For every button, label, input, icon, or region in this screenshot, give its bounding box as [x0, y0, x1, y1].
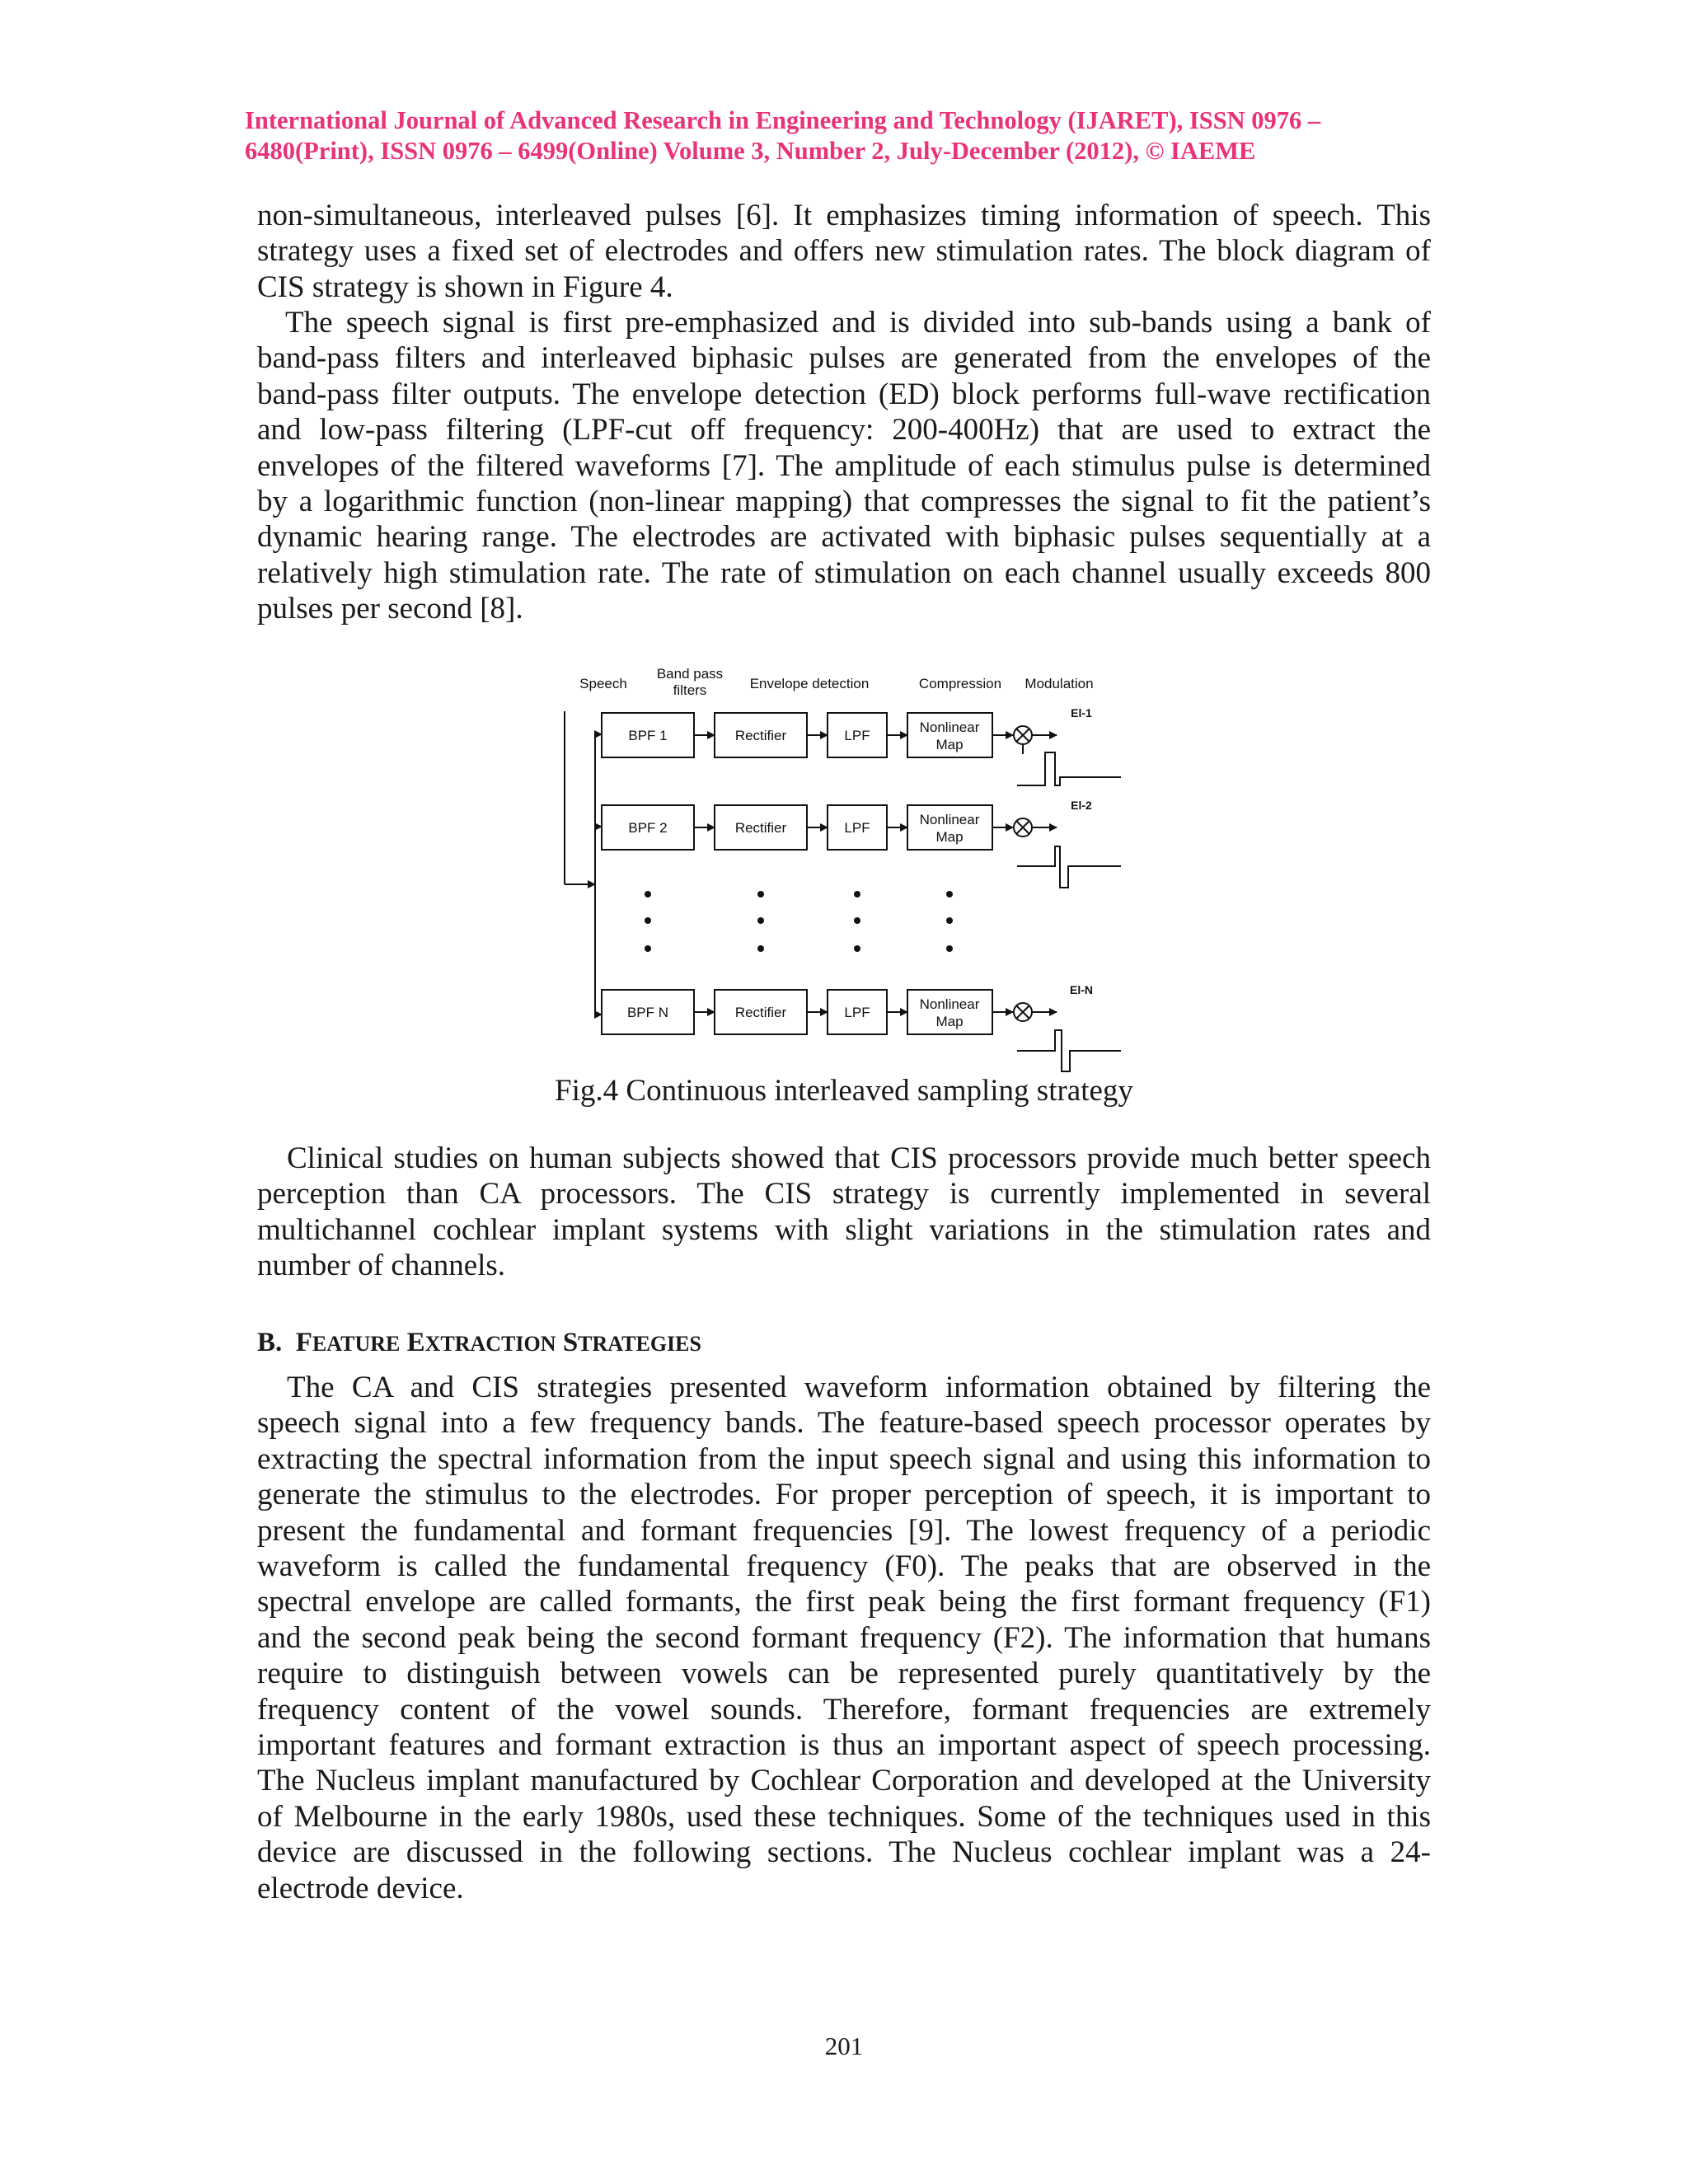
map-label-2: Map — [935, 1014, 964, 1029]
paragraph-line: spectral envelope are called formants, the first peak being the first formant frequency (F1) — [257, 1585, 1431, 1619]
biphasic-pulse-icon — [1017, 846, 1121, 888]
paragraph-line: important features and formant extraction is thus an important aspect of speech processing. — [257, 1728, 1431, 1763]
map-label-2: Map — [935, 737, 964, 752]
rectifier-label: Rectifier — [734, 820, 787, 836]
paragraph-line: extracting the spectral information from the input speech signal and using this information to — [257, 1441, 1431, 1476]
paragraph-line: pulses per second [8]. — [257, 592, 523, 626]
paragraph-line: of Melbourne in the early 1980s, used these techniques. Some of the techniques used in this — [257, 1799, 1431, 1834]
map-label-1: Nonlinear — [919, 996, 980, 1012]
paragraph-line: non-simultaneous, interleaved pulses [6]. It emphasizes timing information of speech. This — [257, 199, 1431, 232]
paragraph-line: and low-pass filtering (LPF-cut off frequency: 200-400Hz) that are used to extract the — [257, 413, 1431, 448]
electrode-label: El-1 — [1071, 706, 1092, 719]
bpf-label: BPF 2 — [628, 820, 668, 836]
lpf-label: LPF — [844, 1005, 870, 1020]
paragraph-line: band-pass filters and interleaved biphasic pulses are generated from the envelopes of the — [257, 341, 1431, 376]
paragraph-line: The speech signal is first pre-emphasized and is divided into sub-bands using a bank of — [285, 306, 1431, 340]
biphasic-pulse-icon — [1017, 752, 1121, 785]
paragraph-line: band-pass filter outputs. The envelope detection (ED) block performs full-wave rectification — [257, 377, 1431, 411]
journal-header-line-2: 6480(Print), ISSN 0976 – 6499(Online) Volume 3, Number 2, July-December (2012), © IAEME — [245, 137, 1256, 165]
lpf-label: LPF — [844, 728, 870, 743]
paragraph-line: multichannel cochlear implant systems with slight variations in the stimulation rates and — [257, 1212, 1431, 1247]
map-label-2: Map — [935, 829, 964, 845]
paragraph-line: The CA and CIS strategies presented waveform information obtained by filtering the — [287, 1371, 1431, 1404]
channel-row-n — [602, 983, 1121, 1071]
bpf-label: BPF 1 — [628, 728, 668, 743]
paragraph-line: generate the stimulus to the electrodes. For proper perception of speech, it is important to — [257, 1478, 1431, 1512]
col-label-compression: Compression — [918, 676, 1002, 691]
biphasic-pulse-icon — [1017, 1030, 1121, 1071]
paragraph-line: The Nucleus implant manufactured by Cochlear Corporation and developed at the University — [257, 1764, 1431, 1798]
col-label-envelope: Envelope detection — [749, 676, 870, 691]
paragraph-line: electrode device. — [257, 1871, 464, 1905]
rectifier-label: Rectifier — [734, 728, 787, 743]
paragraph-line: perception than CA processors. The CIS strategy is currently implemented in several — [257, 1177, 1431, 1212]
section-heading: B. FEATURE EXTRACTION STRATEGIES — [257, 1328, 701, 1357]
section-number: B. — [257, 1328, 283, 1357]
col-label-speech: Speech — [579, 676, 627, 691]
paragraph-line: by a logarithmic function (non-linear mapping) that compresses the signal to fit the patient’s — [257, 485, 1431, 519]
map-label-1: Nonlinear — [919, 812, 980, 827]
paragraph-line: device are discussed in the following sections. The Nucleus cochlear implant was a 24- — [257, 1835, 1431, 1870]
paragraph-line: and the second peak being the second formant frequency (F2). The information that humans — [257, 1620, 1431, 1655]
paragraph-line: waveform is called the fundamental frequency (F0). The peaks that are observed in the — [257, 1549, 1431, 1584]
map-label-1: Nonlinear — [919, 719, 980, 735]
col-label-modulation: Modulation — [1025, 676, 1094, 691]
ellipsis-dots — [645, 891, 953, 952]
paragraph-4 — [257, 1370, 1431, 1906]
bpf-label: BPF N — [626, 1005, 669, 1020]
paragraph-line: frequency content of the vowel sounds. Therefore, formant frequencies are extremely — [257, 1692, 1431, 1727]
paragraph-1 — [257, 198, 1431, 305]
paragraph-line: present the fundamental and formant frequencies [9]. The lowest frequency of a periodic — [257, 1513, 1431, 1548]
channel-row-2 — [602, 799, 1121, 888]
paragraph-2 — [257, 305, 1431, 627]
page-number: 201 — [824, 2032, 864, 2060]
paragraph-line: Clinical studies on human subjects showed that CIS processors provide much better speech — [287, 1141, 1431, 1175]
paragraph-line: relatively high stimulation rate. The rate of stimulation on each channel usually exceeds 800 — [257, 555, 1431, 590]
paragraph-3 — [257, 1141, 1431, 1284]
paragraph-line: dynamic hearing range. The electrodes are activated with biphasic pulses sequentially at a — [257, 520, 1431, 555]
lpf-label: LPF — [844, 820, 870, 836]
journal-header — [245, 105, 1430, 166]
rectifier-label: Rectifier — [734, 1005, 787, 1020]
paragraph-line: CIS strategy is shown in Figure 4. — [257, 269, 673, 304]
electrode-label: El-N — [1070, 983, 1093, 996]
journal-header-line-1: International Journal of Advanced Research in Engineering and Technology (IJARET), ISSN 0976 – — [245, 106, 1321, 134]
paragraph-line: strategy uses a fixed set of electrodes and offers new stimulation rates. The block diagram of — [257, 234, 1431, 269]
cis-block-diagram — [544, 655, 1137, 1084]
col-label-bandpass-1: Band pass — [656, 666, 724, 682]
electrode-label: El-2 — [1071, 799, 1092, 812]
channel-row-1 — [602, 706, 1121, 785]
figure-caption: Fig.4 Continuous interleaved sampling strategy — [555, 1074, 1133, 1108]
col-label-bandpass-2: filters — [673, 682, 707, 698]
paragraph-line: speech signal into a few frequency bands. The feature-based speech processor operates by — [257, 1406, 1431, 1441]
paragraph-line: envelopes of the filtered waveforms [7]. The amplitude of each stimulus pulse is determined — [257, 448, 1431, 483]
cis-diagram-svg — [544, 655, 1137, 1084]
paragraph-line: require to distinguish between vowels can be represented purely quantitatively by the — [257, 1657, 1431, 1691]
paragraph-line: number of channels. — [257, 1249, 506, 1283]
